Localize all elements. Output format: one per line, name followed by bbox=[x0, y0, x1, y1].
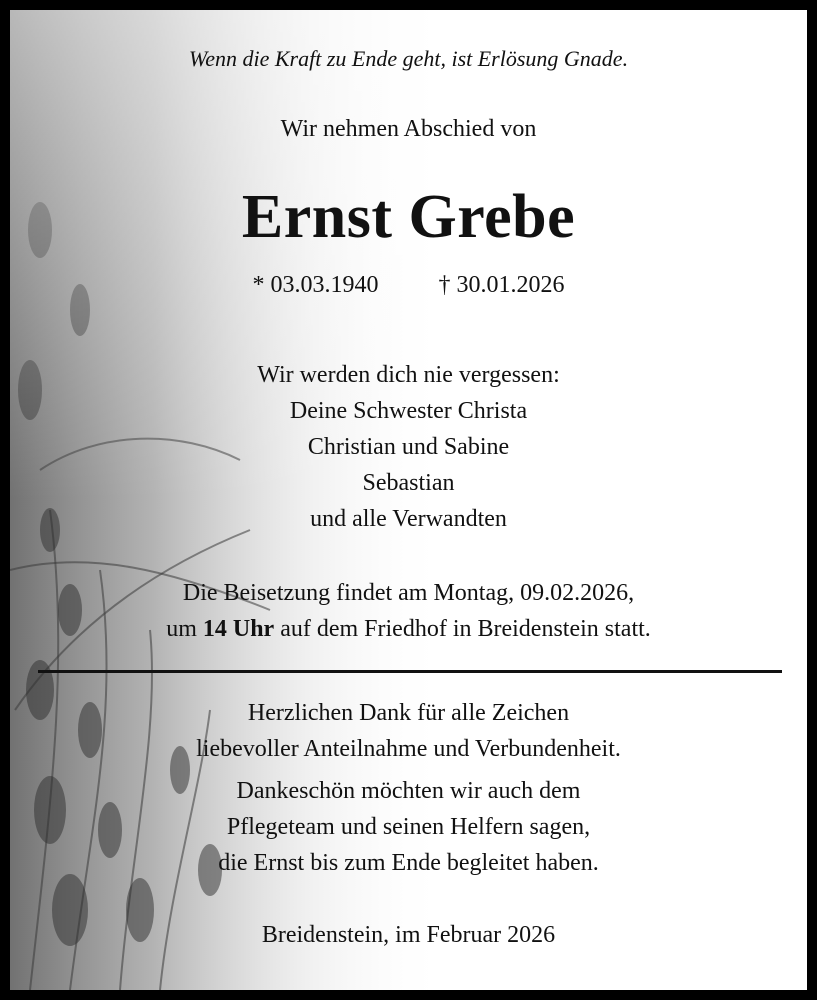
funeral-info-line-1: Die Beisetzung findet am Montag, 09.02.2026, bbox=[182, 580, 635, 606]
death-date: † 30.01.2026 bbox=[438, 272, 565, 298]
family-member: Sebastian bbox=[362, 470, 455, 496]
family-member: und alle Verwandten bbox=[310, 506, 507, 532]
thanks-line: Dankeschön möchten wir auch dem bbox=[236, 778, 581, 804]
thanks-line: Pflegeteam und seinen Helfern sagen, bbox=[226, 814, 591, 840]
thanks-line: Herzlichen Dank für alle Zeichen bbox=[247, 700, 570, 726]
family-member: Deine Schwester Christa bbox=[289, 398, 528, 424]
funeral-info-line-2 bbox=[10, 616, 807, 643]
funeral-post: auf dem Friedhof in Breidenstein statt. bbox=[274, 616, 651, 642]
place-date: Breidenstein, im Februar 2026 bbox=[261, 922, 556, 948]
intro-line: Wir nehmen Abschied von bbox=[280, 116, 537, 142]
family-member: Christian und Sabine bbox=[307, 434, 510, 460]
thanks-line: die Ernst bis zum Ende begleitet haben. bbox=[218, 850, 599, 876]
obituary-notice bbox=[10, 10, 807, 990]
thanks-line: liebevoller Anteilnahme und Verbundenheit. bbox=[196, 736, 621, 762]
remember-line: Wir werden dich nie vergessen: bbox=[257, 362, 560, 388]
notice-text bbox=[10, 10, 807, 990]
life-dates bbox=[10, 272, 807, 299]
motto: Wenn die Kraft zu Ende geht, ist Erlösung Gnade. bbox=[188, 46, 629, 71]
deceased-name: Ernst Grebe bbox=[241, 183, 576, 251]
funeral-pre: um bbox=[166, 616, 203, 642]
birth-date: * 03.03.1940 bbox=[252, 272, 379, 298]
funeral-time: 14 Uhr bbox=[202, 616, 275, 642]
divider-rule bbox=[38, 670, 782, 673]
